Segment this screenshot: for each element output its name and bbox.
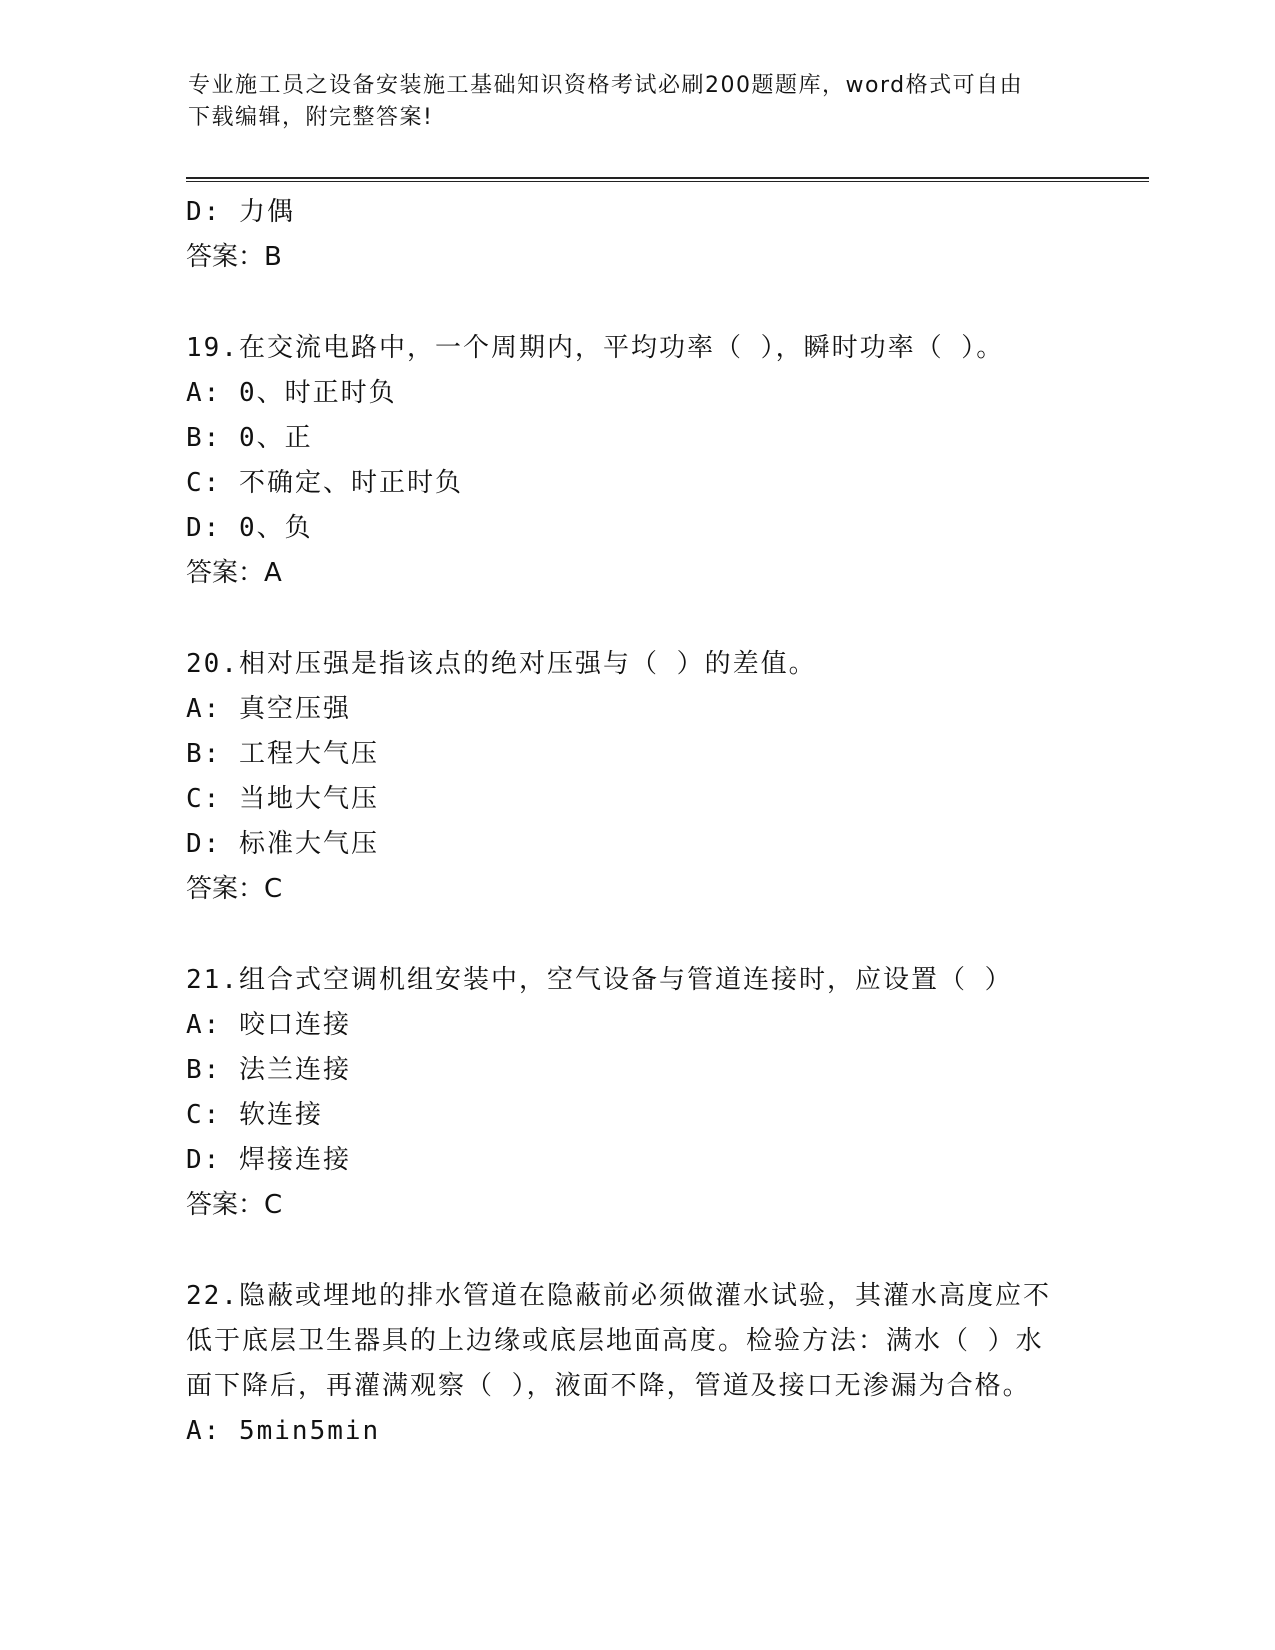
option-b: B: 0、正 (186, 423, 313, 453)
option-a: A: 0、时正时负 (186, 378, 397, 408)
question-22 (186, 1274, 1086, 1454)
question-stem-line-2: 低于底层卫生器具的上边缘或底层地面高度。检验方法：满水（ ）水 (186, 1326, 1044, 1356)
option-a: A: 5min5min (186, 1416, 381, 1446)
header-divider (186, 177, 1149, 182)
option-c: C: 当地大气压 (186, 784, 379, 814)
option-d: D: 焊接连接 (186, 1145, 351, 1175)
question-stem-line-1: 22.隐蔽或埋地的排水管道在隐蔽前必须做灌水试验，其灌水高度应不 (186, 1281, 1051, 1311)
option-c: C: 软连接 (186, 1100, 323, 1130)
question-19 (186, 326, 1086, 596)
question-stem: 20.相对压强是指该点的绝对压强与（ ）的差值。 (186, 649, 817, 679)
question-gap (186, 280, 1086, 326)
answer: 答案：C (186, 1190, 283, 1220)
question-stem: 19.在交流电路中，一个周期内，平均功率（ ），瞬时功率（ ）。 (186, 333, 1005, 363)
prev-option-d: D: 力偶 (186, 197, 295, 227)
question-21 (186, 958, 1086, 1228)
option-a: A: 咬口连接 (186, 1010, 351, 1040)
question-gap (186, 1228, 1086, 1274)
question-gap (186, 912, 1086, 958)
answer: 答案：C (186, 874, 283, 904)
option-b: B: 法兰连接 (186, 1055, 351, 1085)
option-b: B: 工程大气压 (186, 739, 379, 769)
option-d: D: 0、负 (186, 513, 313, 543)
question-list (186, 190, 1086, 1454)
question-stem-line-3: 面下降后，再灌满观察（ ），液面不降，管道及接口无渗漏为合格。 (186, 1371, 1031, 1401)
header-title-line-2: 下载编辑，附完整答案! (188, 105, 434, 130)
option-c: C: 不确定、时正时负 (186, 468, 463, 498)
prev-answer: 答案：B (186, 242, 282, 272)
answer: 答案：A (186, 558, 282, 588)
document-header (188, 70, 1068, 134)
header-title-line-1: 专业施工员之设备安装施工基础知识资格考试必刷200题题库，word格式可自由 (188, 73, 1024, 98)
question-20 (186, 642, 1086, 912)
option-d: D: 标准大气压 (186, 829, 379, 859)
option-a: A: 真空压强 (186, 694, 351, 724)
question-gap (186, 596, 1086, 642)
question-stem: 21.组合式空调机组安装中，空气设备与管道连接时，应设置（ ） (186, 965, 1013, 995)
